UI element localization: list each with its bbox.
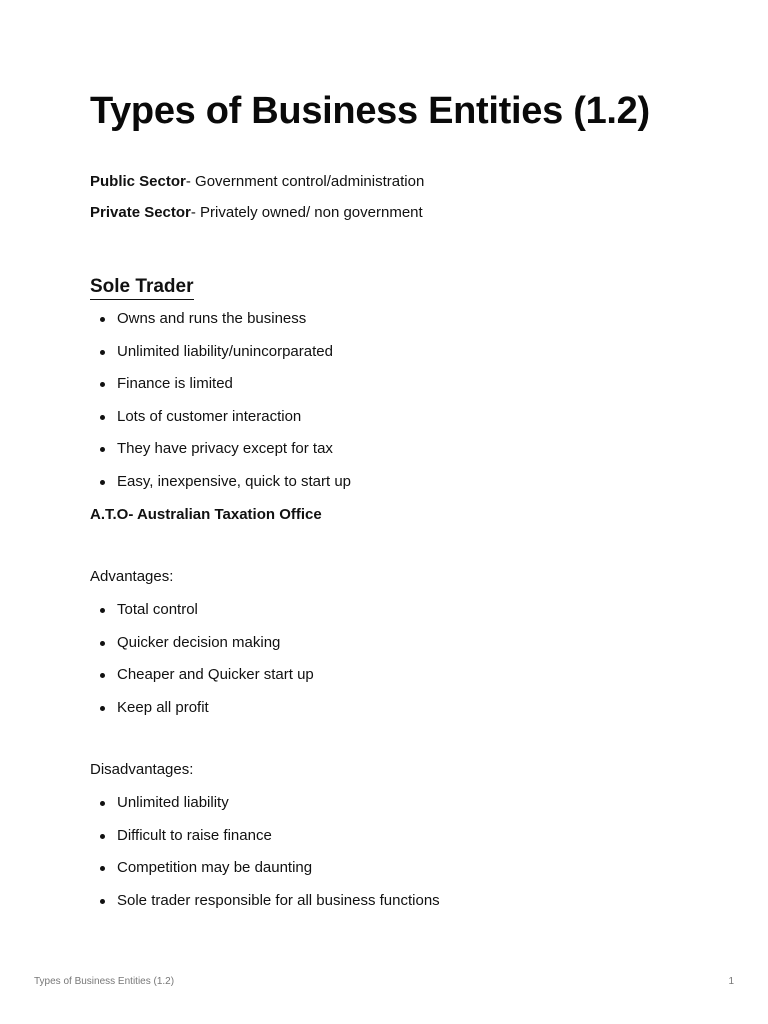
- ato-note-text: A.T.O- Australian Taxation Office: [90, 506, 322, 523]
- list-item: Total control: [90, 600, 314, 620]
- list-item: Easy, inexpensive, quick to start up: [90, 472, 351, 492]
- private-sector-line: [90, 203, 423, 223]
- sole-trader-heading: Sole Trader: [90, 275, 194, 300]
- public-sector-line: [90, 172, 424, 192]
- advantages-label: Advantages:: [90, 568, 174, 585]
- list-item: Finance is limited: [90, 374, 351, 394]
- list-item: Lots of customer interaction: [90, 407, 351, 427]
- private-sector-definition: - Privately owned/ non government: [190, 204, 423, 221]
- page-title: Types of Business Entities (1.2): [90, 90, 650, 132]
- list-item: Unlimited liability: [90, 793, 440, 813]
- list-item: Sole trader responsible for all business functions: [90, 891, 440, 911]
- public-sector-definition: - Government control/administration: [185, 173, 425, 190]
- disadvantages-label: Disadvantages:: [90, 761, 194, 778]
- ato-note: [90, 505, 322, 525]
- list-item: Owns and runs the business: [90, 309, 351, 329]
- list-item: Quicker decision making: [90, 633, 314, 653]
- list-item: Unlimited liability/unincorparated: [90, 342, 351, 362]
- list-item: Cheaper and Quicker start up: [90, 665, 314, 685]
- list-item: Keep all profit: [90, 698, 314, 718]
- list-item: Difficult to raise finance: [90, 826, 440, 846]
- private-sector-term: Private Sector: [90, 204, 191, 221]
- disadvantages-list: [90, 793, 440, 923]
- advantages-list: [90, 600, 314, 730]
- list-item: They have privacy except for tax: [90, 439, 351, 459]
- list-item: Competition may be daunting: [90, 858, 440, 878]
- footer-page-number: 1: [728, 976, 734, 987]
- public-sector-term: Public Sector: [90, 173, 186, 190]
- sole-trader-features-list: [90, 309, 351, 505]
- footer-doc-title: Types of Business Entities (1.2): [34, 976, 175, 987]
